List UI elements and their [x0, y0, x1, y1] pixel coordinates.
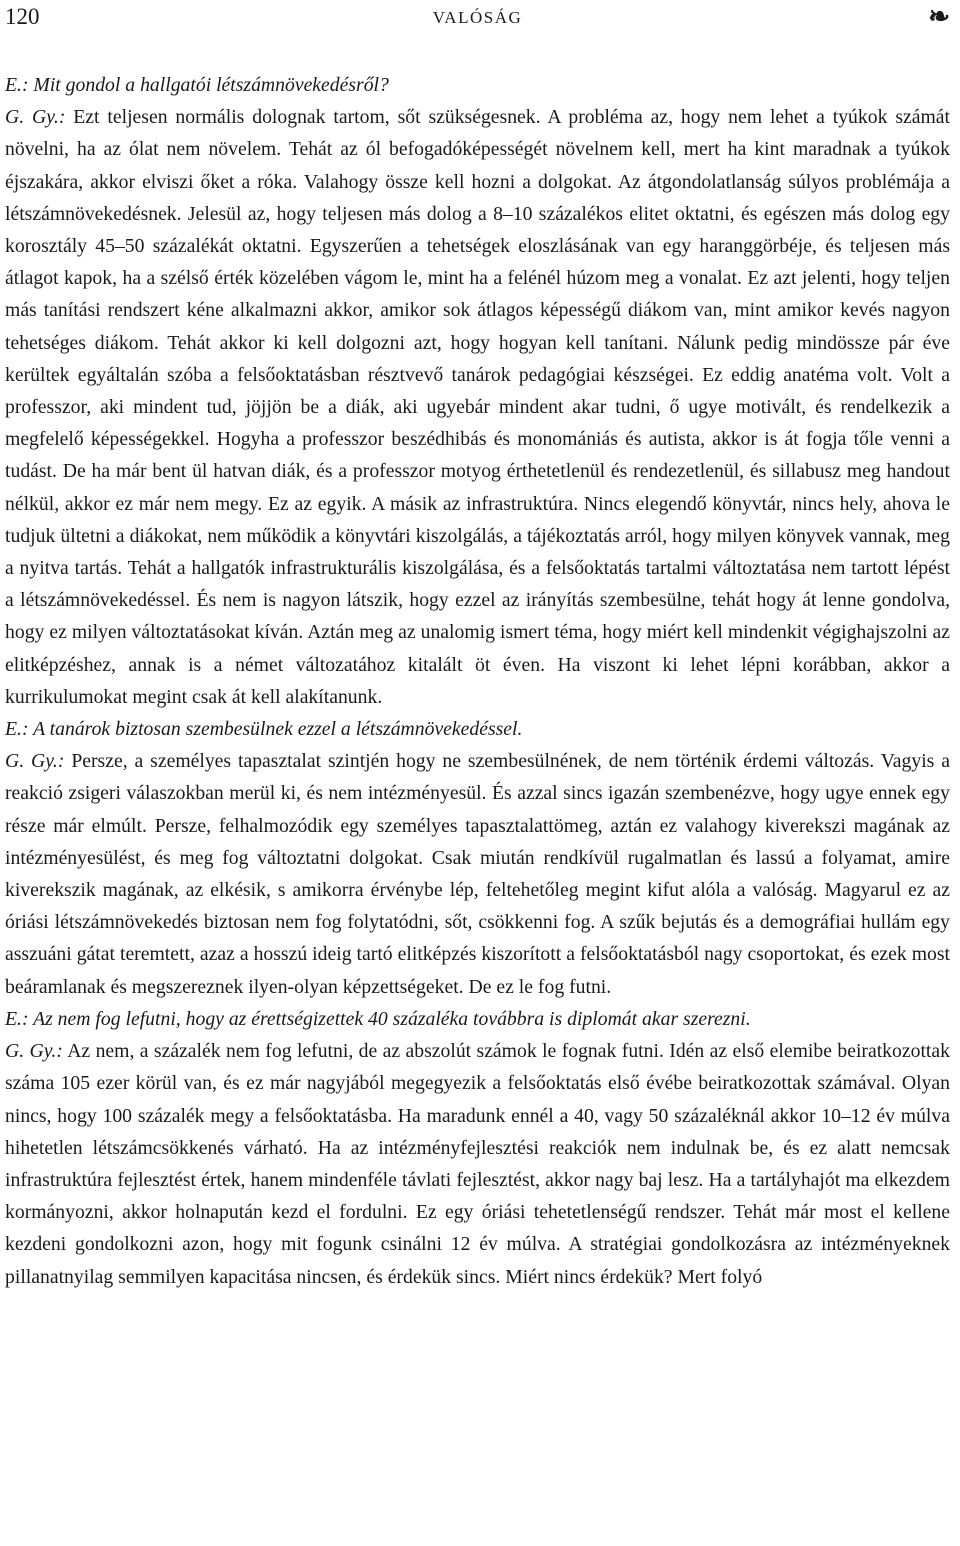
speaker-label: G. Gy.:	[5, 106, 66, 129]
interview-answer	[5, 745, 950, 1003]
answer-text: Persze, a személyes tapasztalat szintjén hogy ne szembesülnének, de nem történik érdemi változás. Vagyis a reakció zsigeri válaszokban merül ki, és nem intézményesül. És azzal sincs igazán szembenézve, hogy ugye ennek egy része már elmúlt. Persze, felhalmozódik egy személyes tapasztalattömeg, aztán ez valahogy kiverekszi magának az intézményesülést, és meg fog változtatni dolgokat. Csak miután rendkívül rugalmatlan és lassú a folyamat, amire kiverekszik magának, az elkésik, s amikorra érvénybe lép, feltehetőleg megint kifut alóla a valóság. Magyarul ez az óriási létszámnövekedés biztosan nem fog folytatódni, sőt, csökkenni fog. A szűk bejutás és a demográfiai hullám egy asszuáni gátat teremtett, azaz a hosszú ideig tartó elitképzés kiszorított a felsőoktatásból nagy csoportokat, és ezek most beáramlanak és megszereznek ilyen-olyan képzettségeket. De ez le fog futni.	[5, 750, 950, 998]
interview-answer	[5, 1035, 950, 1293]
interview-question: E.: Az nem fog lefutni, hogy az érettségizettek 40 százaléka továbbra is diplomát akar szerezni.	[5, 1007, 751, 1030]
article-body	[5, 69, 950, 1293]
interview-question: E.: Mit gondol a hallgatói létszámnövekedésről?	[5, 74, 389, 96]
page-number: 120	[5, 4, 40, 29]
answer-text: Ezt teljesen normális dolognak tartom, sőt szükségesnek. A probléma az, hogy nem lehet a tyúkok számát növelni, ha az ólat nem növelem. Tehát az ól befogadóképességét növelnem kell, mert ha kint maradnak a tyúkok éjszakára, akkor elviszi őket a róka. Valahogy össze kell hozni a dolgokat. Az átgondolatlanság súlyos problémája a létszámnövekedésnek. Jelesül az, hogy teljesen más dolog a 8–10 százalékos elitet oktatni, és egészen más dolog egy korosztály 45–50 százalékát oktatni. Egyszerűen a tehetségek eloszlásának van egy haranggörbéje, és teljesen más átlagot kapok, ha a szélső érték közelében vágom le, mint ha a felénél húzom meg a vonalat. Ez azt jelenti, hogy teljen más tanítási rendszert kéne alkalmazni akkor, amikor sok átlagos képességű diákom van, mint amikor kevés nagyon tehetséges diákom. Tehát akkor ki kell dolgozni azt, hogy hogyan kell tanítani. Nálunk pedig mindössze pár éve kerültek egyáltalán szóba a felsőoktatásban résztvevő tanárok pedagógiai készségei. Ez eddig anatéma volt. Volt a professzor, aki mindent tud, jöjjön be a diák, aki ugyebár mindent akar tudni, ő ugye motivált, és rendelkezik a megfelelő képességekkel. Hogyha a professzor beszédhibás és monomániás és autista, akkor is át fogja tőle venni a tudást. De ha már bent ül hatvan diák, és a professzor motyog érthetetlenül és rendezetlenül, és sillabusz meg handout nélkül, akkor ez már nem megy. Ez az egyik. A másik az infrastruktúra. Nincs elegendő könyvtár, nincs hely, ahova le tudjuk ültetni a diákokat, nem működik a könyvtári kiszolgálás, a tájékoztatás arról, hogy milyen könyvek vannak, meg a nyitva tartás. Tehát a hallgatók infrastrukturális kiszolgálása, és a felsőoktatás tartalmi változtatása nem tartott lépést a létszámnövekedéssel. És nem is nagyon látszik, hogy ezzel az irányítás szembesülne, tehát hogy át lenne gondolva, hogy ez milyen változtatásokat kíván. Aztán meg az unalomig ismert téma, hogy miért kell mindenkit végighajszolni az elitképzéshez, annak is a német változatához kitalált öt éven. Ha viszont ki lehet lépni korábban, akkor a kurrikulumokat megint csak át kell alakítanunk.	[5, 106, 950, 708]
page-header	[5, 4, 950, 34]
speaker-label: G. Gy.:	[5, 750, 65, 773]
interview-question: E.: A tanárok biztosan szembesülnek ezzel a létszámnövekedéssel.	[5, 718, 523, 741]
fleuron-icon: ❧	[928, 2, 950, 31]
interview-answer	[5, 101, 950, 713]
answer-text: Az nem, a százalék nem fog lefutni, de az abszolút számok le fognak futni. Idén az első elemibe beiratkozottak száma 105 ezer körül van, és ez már nagyjából megegyezik a felsőoktatás első évébe beiratkozottak számával. Olyan nincs, hogy 100 százalék megy a felsőoktatásba. Ha maradunk ennél a 40, vagy 50 százaléknál akkor 10–12 év múlva hihetetlen létszámcsökkenés várható. Ha az intézményfejlesztési reakciók nem indulnak be, és ez alatt nemcsak infrastruktúra fejlesztést értek, hanem mindenféle távlati fejlesztést, akkor nagy baj lesz. Ha a tartályhajót ma elkezdem kormányozni, akkor holnapután kezd el fordulni. Ez egy óriási tehetetlenségű rendszer. Tehát már most el kellene kezdeni gondolkozni azon, hogy mit fogunk csinálni 12 év múlva. A stratégiai gondolkozásra az intézményeknek pillanatnyilag semmilyen kapacitása nincsen, és érdekük sincs. Miért nincs érdekük? Mert folyó	[5, 1040, 950, 1288]
speaker-label: G. Gy.:	[5, 1040, 63, 1063]
running-title: VALÓSÁG	[432, 8, 523, 27]
